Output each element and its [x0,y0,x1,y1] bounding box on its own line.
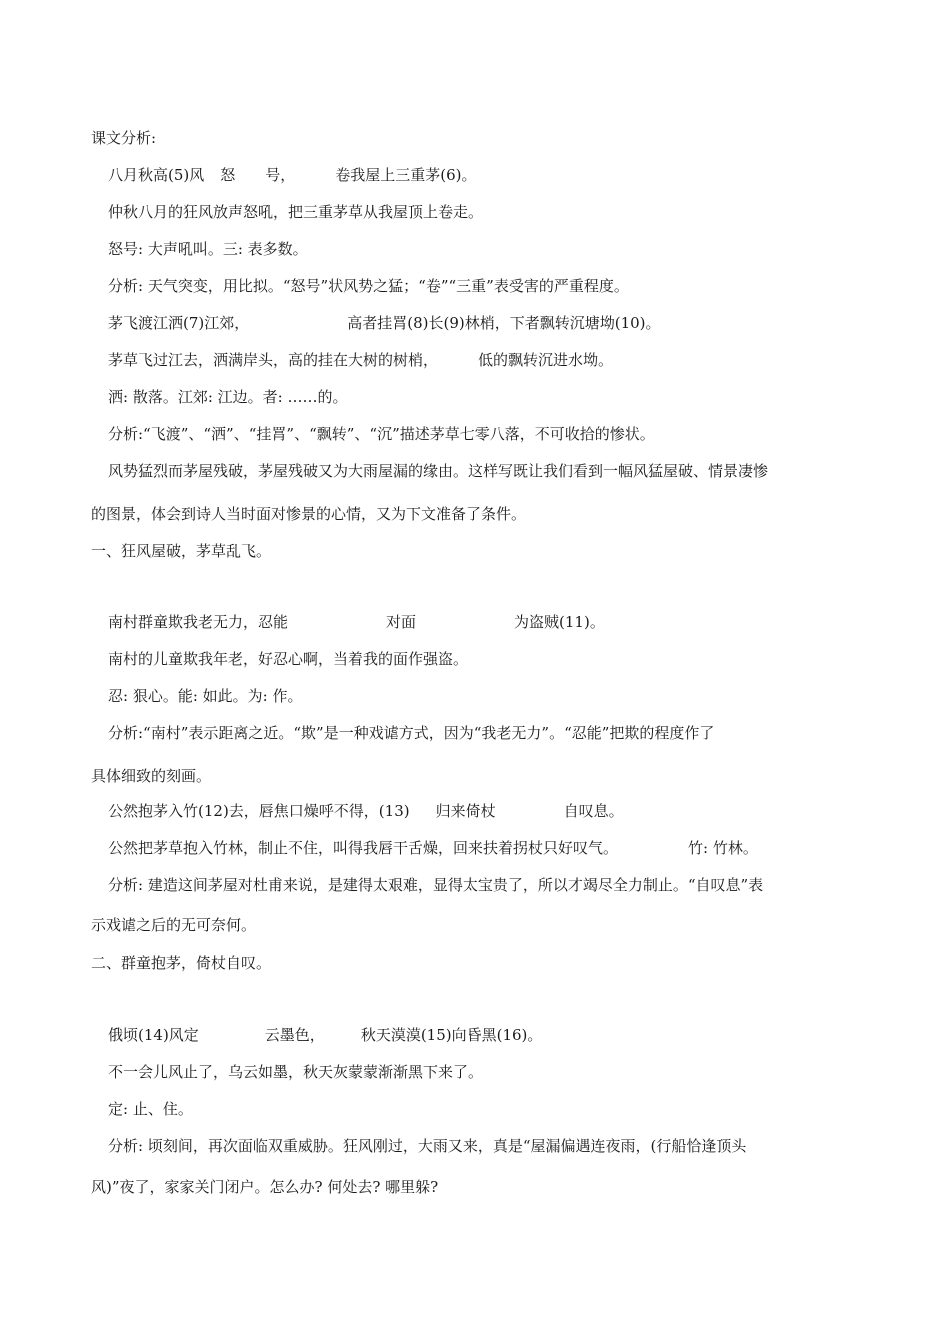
verse-part: 茅飞渡江洒(7)江郊， [108,314,250,332]
note-line: 洒: 散落。江郊: 江边。者: ……的。 [108,388,348,406]
note-line: 定: 止、住。 [108,1100,193,1118]
note-line: 怒号: 大声吼叫。三: 表多数。 [108,240,308,258]
analysis-line: 分析:“飞渡”、“洒”、“挂罥”、“飘转”、“沉”描述茅草七零八落，不可收拾的惨状。 [108,425,655,443]
verse-part: 归来倚杖 [435,802,496,820]
verse-part: 自叹息。 [563,802,624,820]
translation-line: 南村的儿童欺我年老，好忍心啊，当着我的面作强盗。 [108,650,469,668]
verse-part: 卷我屋上三重茅(6)。 [335,166,477,184]
verse-part: 为盗贼(11)。 [514,613,605,631]
verse-part: 高者挂罥(8)长(9)林梢，下者飘转沉塘坳(10)。 [347,314,661,332]
analysis-line: 分析: 顷刻间，再次面临双重威胁。狂风刚过，大雨又来，真是“屋漏偏遇连夜雨，(行船恰逢顶头 [108,1137,747,1155]
analysis-line: 分析:“南村”表示距离之近。“欺”是一种戏谑方式，因为“我老无力”。“忍能”把欺的程度作了 [108,724,715,742]
verse-line [108,1025,542,1045]
analysis-line: 分析: 建造这间茅屋对杜甫来说，是建得太艰难，显得太宝贵了，所以才竭尽全力制止。“自叹息”表 [108,876,764,894]
translation-part: 低的飘转沉进水坳。 [478,351,614,369]
section-title: 二、群童抱茅，倚杖自叹。 [91,954,272,972]
translation-line [108,350,613,370]
translation-line [108,838,758,858]
analysis-line: 示戏谑之后的无可奈何。 [91,916,257,934]
verse-part: 俄顷(14)风定 [108,1026,199,1044]
analysis-line: 风)”夜了，家家关门闭户。怎么办? 何处去? 哪里躲? [91,1178,439,1196]
summary-line: 的图景，体会到诗人当时面对惨景的心情，又为下文准备了条件。 [91,505,527,523]
section-title: 一、狂风屋破，茅草乱飞。 [91,542,272,560]
verse-part: 南村群童欺我老无力，忍能 [108,613,289,631]
verse-line [108,313,661,333]
verse-part: 八月秋高(5)风 [108,166,205,184]
verse-line [108,612,605,632]
heading: 课文分析: [91,129,157,147]
analysis-line: 具体细致的刻画。 [91,767,212,785]
verse-part: 秋天漠漠(15)向昏黑(16)。 [360,1026,543,1044]
verse-line [108,801,624,821]
verse-part: 怒 [220,166,236,184]
translation-line: 不一会儿风止了，乌云如墨，秋天灰蒙蒙渐渐黑下来了。 [108,1063,484,1081]
verse-part: 号， [265,166,296,184]
verse-line [108,165,477,185]
note-line: 忍: 狠心。能: 如此。为: 作。 [108,687,303,705]
analysis-line: 分析: 天气突变，用比拟。“怒号”状风势之猛；“卷”“三重”表受害的严重程度。 [108,277,629,295]
translation-part: 茅草飞过江去，洒满岸头，高的挂在大树的树梢， [108,351,439,369]
summary-line: 风势猛烈而茅屋残破，茅屋残破又为大雨屋漏的缘由。这样写既让我们看到一幅风猛屋破、情景凄惨 [108,462,769,480]
verse-part: 对面 [386,613,417,631]
translation-part: 公然把茅草抱入竹林，制止不住，叫得我唇干舌燥，回来扶着拐杖只好叹气。 [108,839,619,857]
verse-part: 云墨色， [264,1026,325,1044]
translation-line: 仲秋八月的狂风放声怒吼，把三重茅草从我屋顶上卷走。 [108,203,484,221]
translation-part: 竹: 竹林。 [688,839,758,857]
verse-part: 公然抱茅入竹(12)去，唇焦口燥呼不得，(13) [108,802,410,820]
